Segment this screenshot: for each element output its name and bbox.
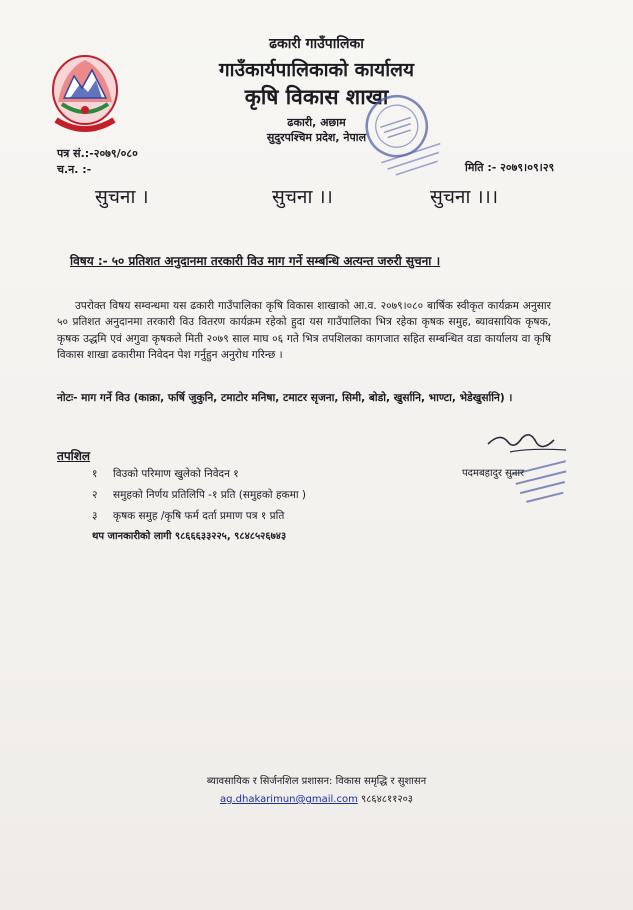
letter-subject: विषय :- ५० प्रतिशत अनुदानमा तरकारी विउ माग गर्ने सम्बन्धि अत्यन्त जरुरी सुचना । [70, 254, 441, 268]
municipality-name: ढकारी गाउँपालिका [269, 36, 364, 52]
footer-contact [0, 791, 633, 805]
list-item-text: समुहको निर्णय प्रतिलिपि -१ प्रति (समुहको हकमा ) [113, 489, 307, 501]
note-line: नोटः- माग गर्ने विउ (काक्रा, फर्षि जुकुनि, टमाटोर मनिषा, टमाटर सृजना, सिमी, बोडो, खुर्सानि, भाण्टा, भेडेखुर्सानि) । [57, 392, 513, 404]
notice-heading-2: सुचना ।। [272, 186, 333, 208]
body-paragraph [57, 298, 551, 363]
list-item-text: विउको परिमाण खुलेको निवेदन १ [113, 468, 239, 480]
signatory-designation: पदमबहादुर सुनार [462, 468, 525, 479]
dispatch-number: च.न. :- [57, 163, 92, 176]
notice-heading-3: सुचना ।।। [430, 186, 499, 208]
notice-heading-1: सुचना । [95, 186, 149, 208]
enclosures-heading: तपशिल [57, 449, 91, 463]
office-stamp-icon [342, 82, 454, 178]
list-item-text: कृषक समुह /कृषि फर्म दर्ता प्रमाण पत्र १ प्रति [113, 510, 285, 522]
contact-info: थप जानकारीको लागी ९८६६६३३२२५, ९८४८५२६७४३ [92, 531, 287, 542]
office-name: गाउँकार्यपालिकाको कार्यालय [218, 59, 415, 81]
letter-date: मिति :- २०७९।०९।२९ [465, 161, 555, 174]
footer-email-link[interactable]: ag.dhakarimun@gmail.com [219, 794, 358, 805]
list-item-number: १ [92, 468, 98, 480]
letter-reference-number: पत्र सं.:-२०७९/०८० [57, 147, 138, 160]
list-item-number: ३ [92, 510, 98, 522]
office-province: सुदुरपश्चिम प्रदेश, नेपाल [266, 131, 367, 144]
footer-phone: ९८६४८११२०३ [361, 794, 413, 805]
list-item-number: २ [92, 489, 98, 501]
footer-slogan: ब्यावसायिक र सिर्जनशिल प्रशासन: विकास समृद्धि र सुशासन [206, 776, 427, 787]
body-paragraph-text: उपरोक्त विषय सम्वन्धमा यस ढकारी गाउँपालिका कृषि विकास शाखाको आ.व. २०७९।०८० बार्षिक स्वीकृत कार्यक्रम अनुसार ५० प्रतिशत अनुदानमा तरकारी विउ वितरण कार्यक्रम रहेको हुदा यस गाउँपालिका भित्र रहेका कृषक समुह, ब्यावसायिक कृषक, कृषक उद्धमि एवं अगुवा कृषकले मिती २०७९ साल माघ ०६ गते भित्र तपशिलका कागजात सहित सम्बन्धित वडा कार्यालय वा कृषि विकास शाखा ढकारीमा निवेदन पेश गर्नुहुन अनुरोध गरिन्छ । [57, 300, 551, 361]
branch-name: कृषि विकास शाखा [244, 85, 389, 109]
office-address: ढकारी, अछाम [287, 116, 346, 129]
